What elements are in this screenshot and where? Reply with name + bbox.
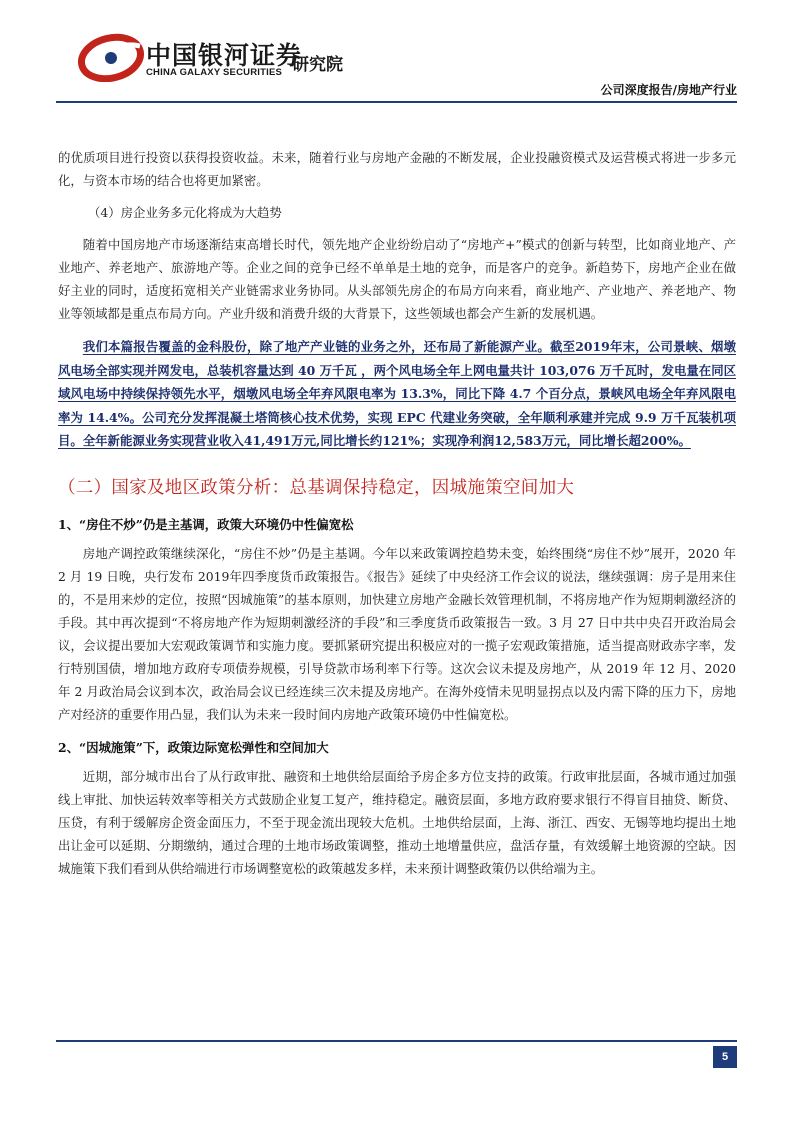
paragraph-policy-2: 近期，部分城市出台了从行政审批、融资和土地供给层面给予房企多方位支持的政策。行政审批层面，各城市通过加强线上审批、加快运转效率等相关方式鼓励企业复工复产，维持稳定。融资层面，多地方政府要求银行不得盲目抽贷、断贷、压贷，有利于缓解房企资金面压力，不至于现金流出现较大危机。土地供给层面，上海、浙江、西安、无锡等地均提出土地出让金可以延期、分期缴纳，通过合理的土地市场政策调整，推动土地增量供应，盘活存量，有效缓解土地资源的空缺。因城施策下我们看到从供给端进行市场调整宽松的政策越发多样，未来预计调整政策仍以供给端为主。 xyxy=(58,768,736,876)
paragraph-diversification: 随着中国房地产市场逐渐结束高增长时代，领先地产企业纷纷启动了“房地产+”模式的创新与转型，比如商业地产、产业地产、养老地产、旅游地产等。企业之间的竞争已经不单单是土地的竞争，而是客户的竞争。新趋势下，房地产企业在做好主业的同时，适度拓宽相关产业链需求业务协同。从头部领先房企的布局方向来看，商业地产、产业地产、养老地产、物业等领域都是重点布局方向。产业升级和消费升级的大背景下，这些领域也都会产生新的发展机遇。 xyxy=(58,237,736,321)
page-content xyxy=(58,146,736,880)
header-divider xyxy=(56,101,737,103)
brand-name-en: CHINA GALAXY SECURITIES xyxy=(146,67,283,78)
heading-policy-2: 2、“因城施策”下，政策边际宽松弹性和空间加大 xyxy=(58,739,329,755)
section-title-policy: （二）国家及地区政策分析：总基调保持稳定，因城施策空间加大 xyxy=(58,477,575,498)
subheading-diversification: （4）房企业务多元化将成为大趋势 xyxy=(88,205,282,220)
paragraph-continuation: 的优质项目进行投资以获得投资收益。未来，随着行业与房地产金融的不断发展，企业投融资模式及运营模式将进一步多元化，与资本市场的结合也将更加紧密。 xyxy=(58,150,736,188)
heading-policy-1: 1、“房住不炒”仍是主基调，政策大环境仍中性偏宽松 xyxy=(58,516,354,532)
highlight-new-energy: 我们本篇报告覆盖的金科股份，除了地产产业链的业务之外，还布局了新能源产业。截至2019年末，公司景峡、烟墩风电场全部实现并网发电，总装机容量达到 40 万千瓦 ，两个风电场全年上网电量共计 103,076 万千瓦时，发电量在同区域风电场中持续保持领先水平，烟墩风电场全年弃风限电率为 13.3%，同比下降 4.7 个百分点，景峡风电场全年弃风限电率为 14.4%。公司充分发挥混凝土塔筒核心技术优势，实现 EPC 代建业务突破，全年顺利承建并完成 9.9 万千瓦装机项目。全年新能源业务实现营业收入41,491万元,同比增长约121%；实现净利润12,583万元，同比增长超200%。 xyxy=(58,339,736,448)
galaxy-logo-icon xyxy=(74,32,156,82)
footer-divider xyxy=(56,1040,737,1042)
institute-label: 研究院 xyxy=(292,55,343,75)
paragraph-policy-1: 房地产调控政策继续深化，“房住不炒”仍是主基调。今年以来政策调控趋势未变，始终围绕“房住不炒”展开，2020 年 2 月 19 日晚，央行发布 2019年四季度货币政策报告。《报告》延续了中央经济工作会议的说法，继续强调：房子是用来住的，不是用来炒的定位，按照“因城施策”的基本原则，加快建立房地产金融长效管理机制，不将房地产作为短期刺激经济的手段。其中再次提到“不将房地产作为短期刺激经济的手段”和三季度货币政策报告一致。3 月 27 日中共中央召开政治局会议，会议提出要加大宏观政策调节和实施力度。要抓紧研究提出积极应对的一揽子宏观政策措施，适当提高财政赤字率，发行特别国债，增加地方政府专项债券规模，引导贷款市场利率下行等。这次会议未提及房地产，从 2019 年 12 月、2020 年 2 月政治局会议到本次，政治局会议已经连续三次未提及房地产。在海外疫情未见明显拐点以及内需下降的压力下，房地产对经济的重要作用凸显，我们认为未来一段时间内房地产政策环境仍中性偏宽松。 xyxy=(58,545,736,722)
page-number: 5 xyxy=(713,1046,737,1068)
brand-name-cn: 中国银河证券 xyxy=(146,41,303,70)
report-type-label: 公司深度报告/房地产行业 xyxy=(600,83,737,97)
spacer xyxy=(58,325,736,335)
